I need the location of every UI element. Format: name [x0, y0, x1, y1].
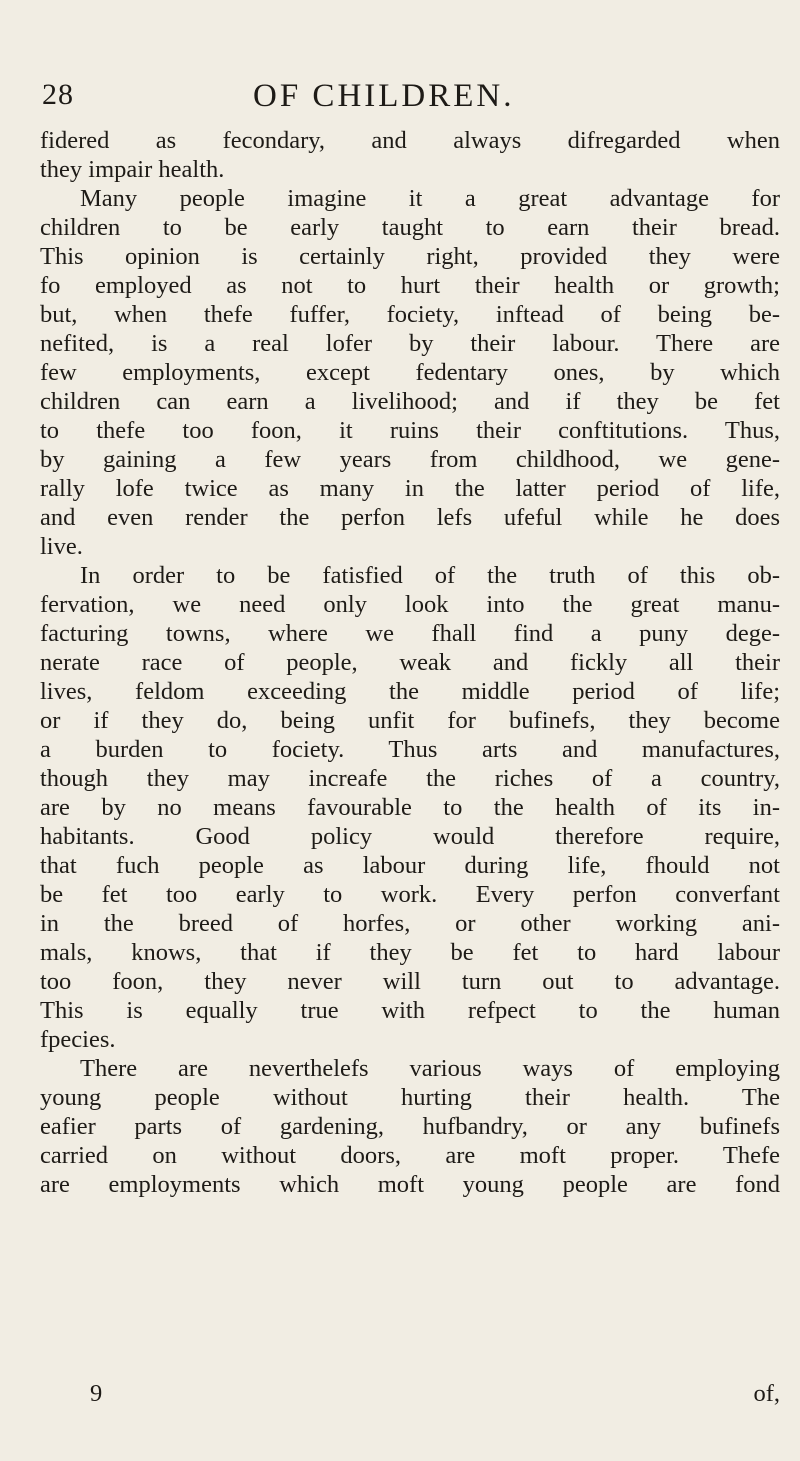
- text-line: to thefe too foon, it ruins their conftitutions. Thus,: [40, 417, 780, 444]
- body-text: [40, 126, 780, 1199]
- text-line: nerate race of people, weak and fickly all their: [40, 649, 780, 676]
- text-line: facturing towns, where we fhall find a puny dege-: [40, 620, 780, 647]
- text-line: carried on without doors, are moft proper. Thefe: [40, 1142, 780, 1169]
- text-line: fidered as fecondary, and always difregarded when: [40, 127, 780, 154]
- page-number: 28: [42, 78, 74, 111]
- text-line: children to be early taught to earn their bread.: [40, 214, 780, 241]
- text-line: too foon, they never will turn out to advantage.: [40, 968, 780, 995]
- running-head: [40, 78, 780, 128]
- text-line: and even render the perfon lefs ufeful while he does: [40, 504, 780, 531]
- text-line: Many people imagine it a great advantage for: [80, 185, 780, 212]
- text-line: or if they do, being unfit for bufinefs, they become: [40, 707, 780, 734]
- text-line: rally lofe twice as many in the latter period of life,: [40, 475, 780, 502]
- text-line: This is equally true with refpect to the human: [40, 997, 780, 1024]
- text-line: fpecies.: [40, 1026, 116, 1053]
- text-line: be fet too early to work. Every perfon converfant: [40, 881, 780, 908]
- text-line: a burden to fociety. Thus arts and manufactures,: [40, 736, 780, 763]
- text-line: young people without hurting their health. The: [40, 1084, 780, 1111]
- text-line: few employments, except fedentary ones, by which: [40, 359, 780, 386]
- text-line: nefited, is a real lofer by their labour. There are: [40, 330, 780, 357]
- text-line: mals, knows, that if they be fet to hard labour: [40, 939, 780, 966]
- text-line: In order to be fatisfied of the truth of this ob-: [80, 562, 780, 589]
- text-line: habitants. Good policy would therefore require,: [40, 823, 780, 850]
- text-line: though they may increafe the riches of a country,: [40, 765, 780, 792]
- text-line: are employments which moft young people are fond: [40, 1171, 780, 1198]
- page-footer: [40, 1380, 780, 1412]
- running-title: OF CHILDREN.: [253, 78, 515, 114]
- text-line: There are neverthelefs various ways of employing: [80, 1055, 780, 1082]
- text-line: in the breed of horfes, or other working ani-: [40, 910, 780, 937]
- text-line: are by no means favourable to the health of its in-: [40, 794, 780, 821]
- text-line: This opinion is certainly right, provided they were: [40, 243, 780, 270]
- text-line: eafier parts of gardening, hufbandry, or any bufinefs: [40, 1113, 780, 1140]
- text-line: by gaining a few years from childhood, we gene-: [40, 446, 780, 473]
- text-line: but, when thefe fuffer, fociety, inftead of being be-: [40, 301, 780, 328]
- text-line: live.: [40, 533, 83, 560]
- text-line: fervation, we need only look into the great manu-: [40, 591, 780, 618]
- text-line: fo employed as not to hurt their health or growth;: [40, 272, 780, 299]
- catchword: of,: [753, 1380, 780, 1407]
- text-line: that fuch people as labour during life, fhould not: [40, 852, 780, 879]
- signature-mark: 9: [90, 1380, 103, 1407]
- text-line: children can earn a livelihood; and if they be fet: [40, 388, 780, 415]
- text-line: lives, feldom exceeding the middle period of life;: [40, 678, 780, 705]
- text-line: they impair health.: [40, 156, 225, 183]
